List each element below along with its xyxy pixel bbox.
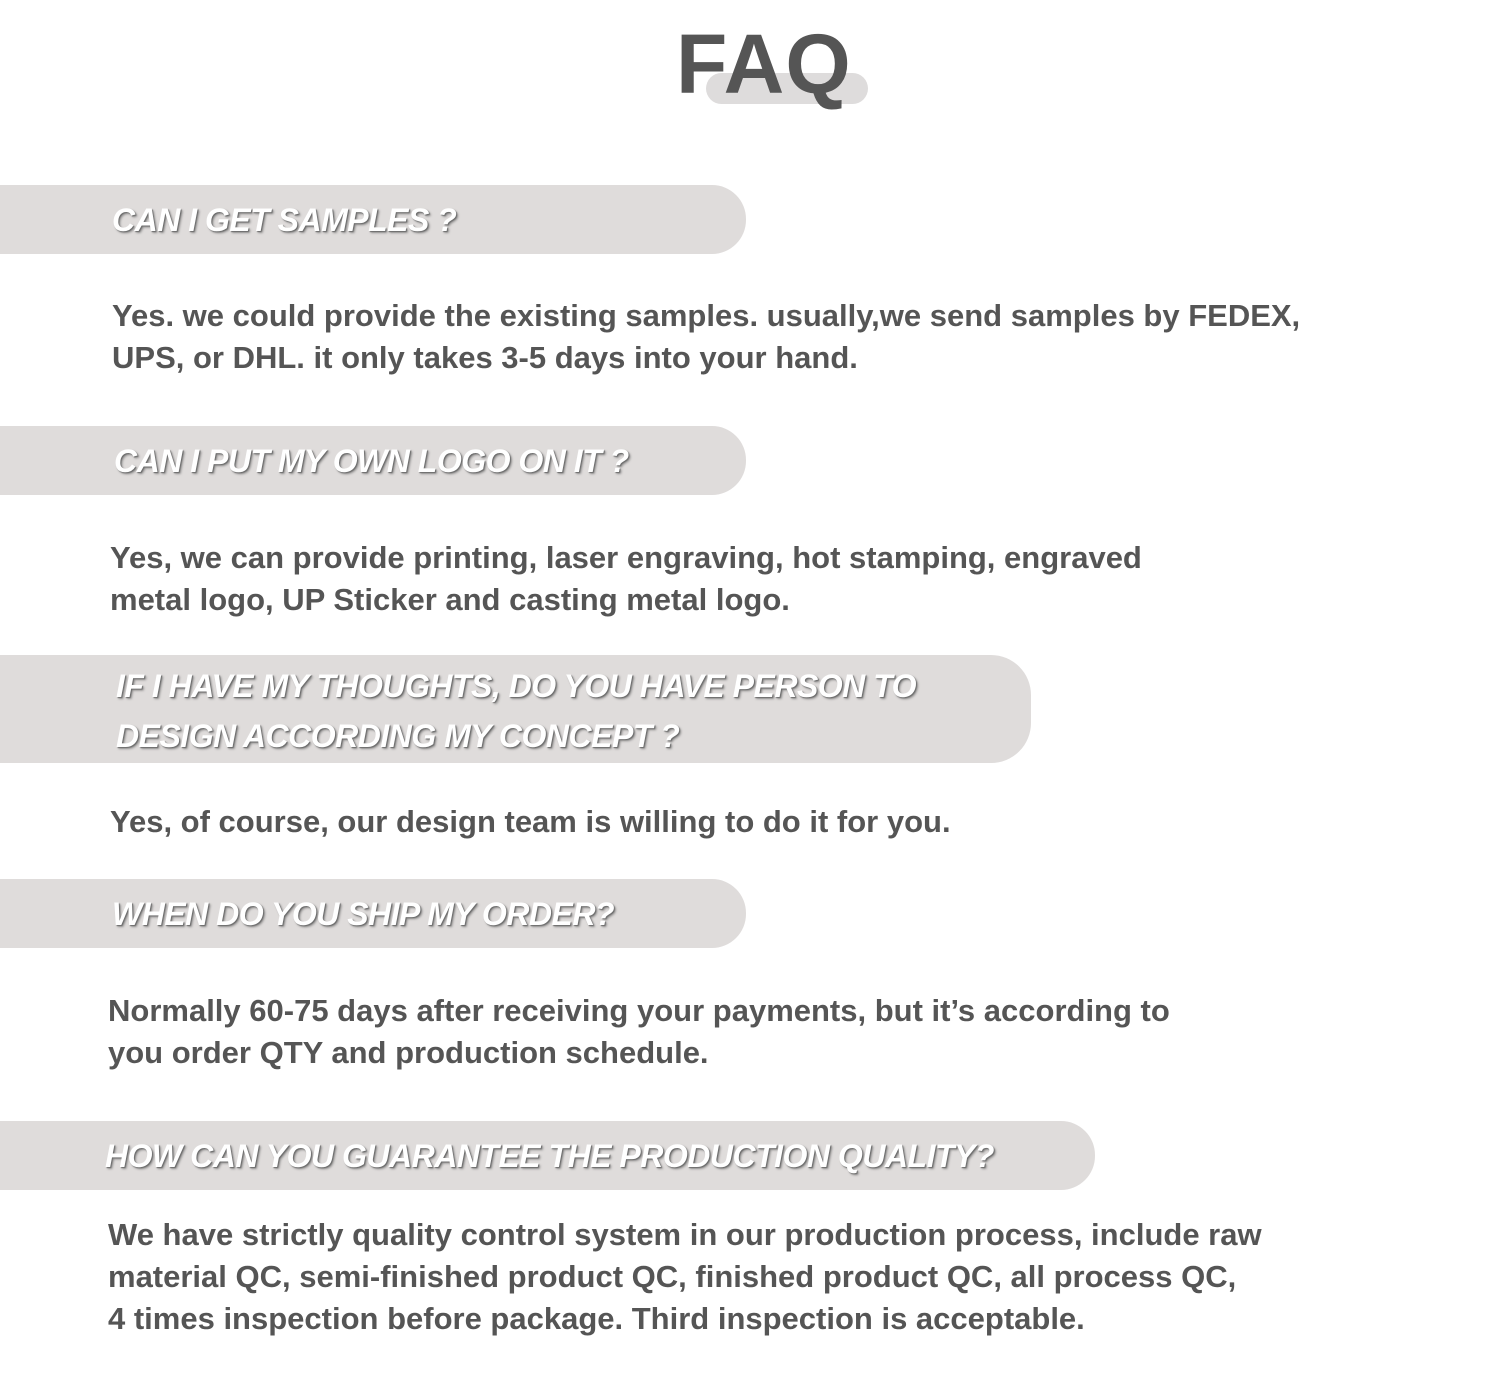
faq-answer-1-line-2: UPS, or DHL. it only takes 3-5 days into your hand.	[112, 340, 858, 375]
faq-question-4	[112, 893, 614, 935]
faq-question-3-line-2: DESIGN ACCORDING MY CONCEPT ?	[116, 718, 680, 754]
faq-answer-5-line-1: We have strictly quality control system in our production process, include raw	[108, 1217, 1262, 1252]
faq-answer-3-line-1: Yes, of course, our design team is willing to do it for you.	[110, 804, 951, 839]
faq-question-1	[112, 199, 456, 241]
faq-answer-5-line-3: 4 times inspection before package. Third inspection is acceptable.	[108, 1301, 1085, 1336]
faq-answer-4-line-2: you order QTY and production schedule.	[108, 1035, 709, 1070]
faq-title-block	[676, 18, 876, 110]
faq-question-5	[105, 1135, 994, 1177]
faq-answer-1	[112, 295, 1300, 379]
faq-answer-2	[110, 537, 1142, 621]
faq-answer-4	[108, 990, 1170, 1074]
faq-answer-5-line-2: material QC, semi-finished product QC, finished product QC, all process QC,	[108, 1259, 1237, 1294]
faq-question-1-line-1: CAN I GET SAMPLES ?	[112, 202, 457, 238]
page-title: FAQ	[676, 17, 852, 111]
faq-question-4-line-1: WHEN DO YOU SHIP MY ORDER?	[112, 896, 615, 932]
faq-answer-5	[108, 1214, 1262, 1340]
faq-question-3	[116, 661, 916, 761]
faq-question-2	[114, 440, 629, 482]
faq-question-2-line-1: CAN I PUT MY OWN LOGO ON IT ?	[114, 443, 629, 479]
faq-answer-3	[110, 801, 951, 843]
faq-answer-4-line-1: Normally 60-75 days after receiving your payments, but it’s according to	[108, 993, 1170, 1028]
faq-answer-2-line-2: metal logo, UP Sticker and casting metal logo.	[110, 582, 790, 617]
faq-question-5-line-1: HOW CAN YOU GUARANTEE THE PRODUCTION QUALITY?	[105, 1138, 994, 1174]
faq-question-3-line-1: IF I HAVE MY THOUGHTS, DO YOU HAVE PERSON TO	[116, 668, 917, 704]
faq-answer-2-line-1: Yes, we can provide printing, laser engraving, hot stamping, engraved	[110, 540, 1142, 575]
faq-answer-1-line-1: Yes. we could provide the existing samples. usually,we send samples by FEDEX,	[112, 298, 1301, 333]
